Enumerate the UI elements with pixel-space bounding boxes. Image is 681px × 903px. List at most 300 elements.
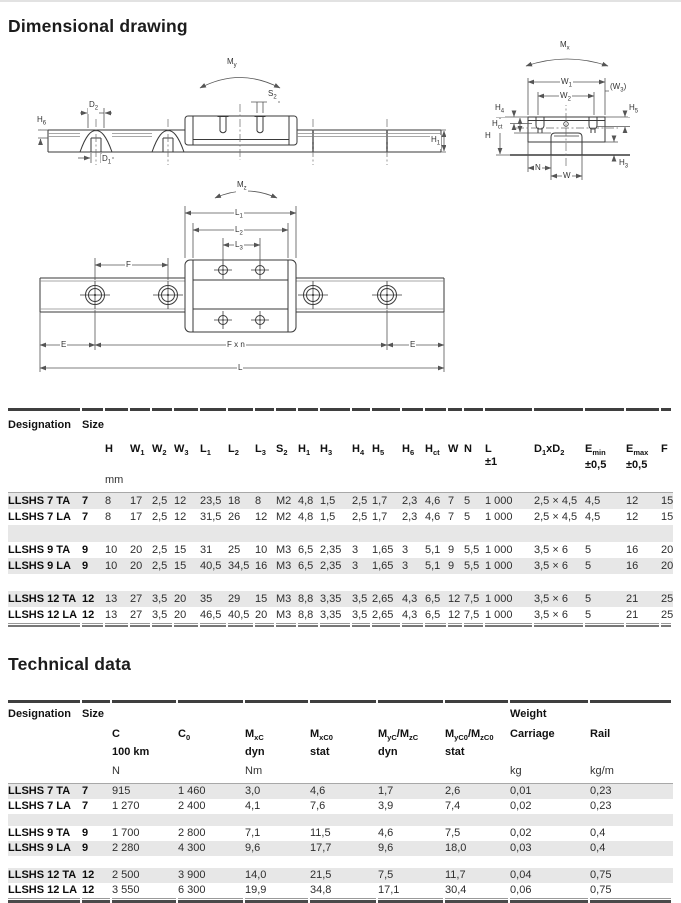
value-cell: 7,1 <box>245 827 261 839</box>
value-cell: 29 <box>228 593 241 606</box>
table-row <box>8 799 673 814</box>
value-cell: 40,5 <box>200 560 222 573</box>
value-cell: 30,4 <box>445 884 467 896</box>
value-cell: 0,23 <box>590 800 612 812</box>
designation-cell: LLSHS 7 TA <box>8 785 71 797</box>
dim-label-h: H <box>485 131 491 140</box>
value-cell: 0,06 <box>510 884 532 896</box>
empty-header-cell <box>82 443 105 472</box>
dim-label-h6: $H_6$ <box>37 115 47 127</box>
empty-header-cell <box>8 443 82 472</box>
size-cell: 9 <box>82 827 89 839</box>
dim-label-l3: $L_3$ <box>235 240 243 252</box>
technical-table-body <box>8 784 673 899</box>
value-cell: 3 <box>402 560 409 573</box>
value-cell: M2 <box>276 495 292 508</box>
table-row <box>8 868 673 883</box>
value-cell: 0,02 <box>510 800 532 812</box>
column-header: $H_5$ <box>372 443 385 458</box>
value-cell: 35 <box>200 593 213 606</box>
value-cell: 3,35 <box>320 609 342 622</box>
size-cell: 12 <box>82 884 95 896</box>
table-row <box>8 493 673 510</box>
dim-label-w3: $(W_3)$ <box>610 82 627 94</box>
value-cell: 20 <box>661 560 674 573</box>
value-cell: 3,35 <box>320 593 342 606</box>
table-header-row <box>8 411 673 443</box>
value-cell: 7,5 <box>464 609 480 622</box>
value-cell: 12 <box>174 511 187 524</box>
value-cell: 7 <box>448 495 455 508</box>
value-cell: 1,7 <box>378 785 394 797</box>
cross-section-drawing <box>468 40 678 198</box>
column-header <box>378 763 445 784</box>
value-cell: 2,5 <box>352 495 368 508</box>
column-header: $M_{yC0}/M_{zC0}$ <box>445 728 494 743</box>
value-cell: 7,6 <box>310 800 326 812</box>
value-cell: 1 460 <box>178 785 206 797</box>
value-cell: 5 <box>585 609 592 622</box>
value-cell: 2 280 <box>112 842 140 854</box>
value-cell: 16 <box>255 560 268 573</box>
size-header-label: Size <box>82 708 105 720</box>
value-cell: 0,03 <box>510 842 532 854</box>
unit-header-row <box>8 472 673 493</box>
size-header <box>82 411 673 443</box>
column-header: $L_2$ <box>228 443 239 458</box>
size-cell: 7 <box>82 511 89 524</box>
value-cell: 1,65 <box>372 560 394 573</box>
value-cell: 2,3 <box>402 495 418 508</box>
weight-group-header <box>510 703 673 728</box>
value-cell: 20 <box>661 544 674 557</box>
value-cell: 12 <box>626 495 639 508</box>
value-cell: 25 <box>661 593 674 606</box>
value-cell: 4,6 <box>425 495 441 508</box>
value-cell: 2 500 <box>112 869 140 881</box>
size-cell: 12 <box>82 593 95 606</box>
dim-label-h4: $H_4$ <box>495 103 505 115</box>
value-cell: 5,1 <box>425 544 441 557</box>
dim-label-l: L <box>238 363 243 372</box>
column-header: N <box>464 443 472 455</box>
value-cell: 0,75 <box>590 884 612 896</box>
value-cell: 15 <box>255 593 268 606</box>
value-cell: 12 <box>448 593 461 606</box>
side-view-svg <box>36 57 446 172</box>
value-cell: 34,8 <box>310 884 332 896</box>
column-header <box>310 763 378 784</box>
value-cell: 12 <box>255 511 268 524</box>
size-header <box>82 703 510 728</box>
value-cell: 17,1 <box>378 884 400 896</box>
dim-label-e-left: E <box>61 340 67 349</box>
designation-cell: LLSHS 7 TA <box>8 495 71 508</box>
value-cell: 0,02 <box>510 827 532 839</box>
column-header: $W_1$ <box>130 443 145 458</box>
column-header: $W_3$ <box>174 443 189 458</box>
value-cell: 1,5 <box>320 511 336 524</box>
value-cell: 5 <box>585 544 592 557</box>
value-cell: 3,5 × 6 <box>534 593 568 606</box>
designation-cell: LLSHS 7 LA <box>8 800 71 812</box>
value-cell: 27 <box>130 593 143 606</box>
weight-header-label: Weight <box>510 708 547 720</box>
value-cell: 2,5 × 4,5 <box>534 511 578 524</box>
column-header: stat <box>310 746 330 758</box>
empty-header-cell <box>82 728 112 746</box>
dim-label-l1: $L_1$ <box>235 208 243 220</box>
column-header: $M_{xC}$ <box>245 728 264 743</box>
value-cell: 18 <box>228 495 241 508</box>
value-cell: 16 <box>626 544 639 557</box>
size-cell: 7 <box>82 800 89 812</box>
value-cell: 1,7 <box>372 511 388 524</box>
value-cell: 13 <box>105 609 118 622</box>
value-cell: 31,5 <box>200 511 222 524</box>
designation-cell: LLSHS 12 TA <box>8 869 77 881</box>
value-cell: 2,5 <box>152 544 168 557</box>
column-header <box>590 746 673 763</box>
dim-label-h3: $H_3$ <box>619 158 629 170</box>
size-cell: 12 <box>82 869 95 881</box>
table-bottom-rule <box>8 625 673 627</box>
designation-header <box>8 703 82 728</box>
designation-cell: LLSHS 9 LA <box>8 842 71 854</box>
spacer-cell <box>8 856 673 868</box>
column-header: $H_3$ <box>320 443 333 458</box>
value-cell: 9,6 <box>378 842 394 854</box>
value-cell: M3 <box>276 544 292 557</box>
column-header: $D_1xD_2$ <box>534 443 565 458</box>
value-cell: 12 <box>448 609 461 622</box>
size-cell: 9 <box>82 560 89 573</box>
dim-label-l2: $L_2$ <box>235 225 243 237</box>
value-cell: 18,0 <box>445 842 467 854</box>
dim-label-e-right: E <box>410 340 416 349</box>
value-cell: 10 <box>105 544 118 557</box>
designation-header-label: Designation <box>8 419 71 431</box>
value-cell: 7,5 <box>445 827 461 839</box>
column-header: $M_{yC}/M_{zC}$ <box>378 728 419 743</box>
spacer-row <box>8 525 673 542</box>
value-cell: 15 <box>174 560 187 573</box>
column-header: $H_4$ <box>352 443 365 458</box>
value-cell: 1,7 <box>372 495 388 508</box>
unit-header-row <box>8 763 673 784</box>
size-cell: 9 <box>82 842 89 854</box>
column-header: H <box>105 443 113 455</box>
designation-cell: LLSHS 12 LA <box>8 884 78 896</box>
value-cell: 1 000 <box>485 560 513 573</box>
value-cell: 1 000 <box>485 511 513 524</box>
column-header: $L_1$ <box>200 443 211 458</box>
value-cell: 4,6 <box>378 827 394 839</box>
column-header <box>510 746 590 763</box>
designation-cell: LLSHS 9 LA <box>8 560 71 573</box>
column-header: L ±1 <box>485 443 498 468</box>
empty-header-cell <box>82 746 112 763</box>
value-cell: 25 <box>228 544 241 557</box>
table-row <box>8 509 673 525</box>
value-cell: 5 <box>585 560 592 573</box>
value-cell: 3,5 <box>152 609 168 622</box>
value-cell: 6,5 <box>298 560 314 573</box>
value-cell: 23,5 <box>200 495 222 508</box>
table-row <box>8 542 673 558</box>
value-cell: 3,5 <box>352 609 368 622</box>
value-cell: 1 000 <box>485 495 513 508</box>
value-cell: 11,5 <box>310 827 331 839</box>
column-header: stat <box>445 746 465 758</box>
dim-label-f: F <box>126 260 131 269</box>
value-cell: 9 <box>448 544 455 557</box>
dim-label-n: N <box>535 163 541 172</box>
value-cell: 1 000 <box>485 609 513 622</box>
value-cell: 8 <box>255 495 262 508</box>
size-header-label: Size <box>82 419 105 431</box>
value-cell: 17 <box>130 511 143 524</box>
value-cell: 21 <box>626 593 639 606</box>
value-cell: 46,5 <box>200 609 222 622</box>
value-cell: 6,5 <box>425 593 441 606</box>
table-row <box>8 826 673 841</box>
technical-data-table <box>8 700 673 903</box>
value-cell: 15 <box>174 544 187 557</box>
column-header: dyn <box>245 746 265 758</box>
value-cell: 3,0 <box>245 785 261 797</box>
value-cell: 12 <box>174 495 187 508</box>
value-cell: 2,35 <box>320 560 342 573</box>
value-cell: 3 900 <box>178 869 206 881</box>
dyn-stat-header-row <box>8 746 673 763</box>
dim-label-fxn: F x n <box>227 340 245 349</box>
size-cell: 7 <box>82 785 89 797</box>
dim-label-mx: $M_x$ <box>560 40 570 52</box>
value-cell: 0,4 <box>590 842 606 854</box>
designation-cell: LLSHS 9 TA <box>8 827 71 839</box>
value-cell: 915 <box>112 785 131 797</box>
designation-cell: LLSHS 7 LA <box>8 511 71 524</box>
value-cell: 20 <box>174 609 187 622</box>
column-header <box>445 763 510 784</box>
column-header: $L_3$ <box>255 443 266 458</box>
column-header: N <box>112 763 178 784</box>
empty-header-cell <box>8 472 82 493</box>
value-cell: 20 <box>255 609 268 622</box>
value-cell: 7,5 <box>464 593 480 606</box>
value-cell: 10 <box>255 544 268 557</box>
value-cell: 3 <box>402 544 409 557</box>
column-header: W <box>448 443 459 455</box>
dim-label-my: $M_y$ <box>227 57 237 69</box>
empty-header-cell <box>82 763 112 784</box>
unit-header-cell <box>105 472 673 493</box>
value-cell: 4 300 <box>178 842 206 854</box>
value-cell: 7,5 <box>378 869 394 881</box>
value-cell: 5 <box>464 495 471 508</box>
value-cell: 8,8 <box>298 593 314 606</box>
spacer-cell <box>8 574 673 591</box>
designation-cell: LLSHS 12 TA <box>8 593 77 606</box>
empty-header-cell <box>8 746 82 763</box>
column-header: $M_{xC0}$ <box>310 728 333 743</box>
table-row <box>8 558 673 574</box>
value-cell: 3,5 × 6 <box>534 609 568 622</box>
value-cell: 2,6 <box>445 785 461 797</box>
value-cell: 1 000 <box>485 544 513 557</box>
value-cell: 21,5 <box>310 869 332 881</box>
value-cell: 31 <box>200 544 213 557</box>
value-cell: 21 <box>626 609 639 622</box>
value-cell: 3,5 <box>152 593 168 606</box>
value-cell: 8 <box>105 495 112 508</box>
value-cell: 6 300 <box>178 884 206 896</box>
value-cell: 2 800 <box>178 827 206 839</box>
value-cell: 4,3 <box>402 609 418 622</box>
value-cell: 2,65 <box>372 593 394 606</box>
symbol-header-row <box>8 728 673 746</box>
column-header: $S_2$ <box>276 443 288 458</box>
value-cell: 1 270 <box>112 800 140 812</box>
column-header: F <box>661 443 668 455</box>
column-header: Rail <box>590 728 611 740</box>
value-cell: 6,5 <box>425 609 441 622</box>
empty-header-cell <box>82 472 105 493</box>
empty-header-cell <box>8 728 82 746</box>
designation-cell: LLSHS 9 TA <box>8 544 71 557</box>
value-cell: 40,5 <box>228 609 250 622</box>
value-cell: 4,3 <box>402 593 418 606</box>
value-cell: 5 <box>464 511 471 524</box>
value-cell: 3 <box>352 544 359 557</box>
value-cell: 4,5 <box>585 495 601 508</box>
value-cell: 4,8 <box>298 511 314 524</box>
top-view-drawing <box>36 180 448 380</box>
technical-table-grid <box>8 703 673 898</box>
column-header: Carriage <box>510 728 555 740</box>
size-cell: 12 <box>82 609 95 622</box>
value-cell: 0,23 <box>590 785 612 797</box>
empty-header-cell <box>8 763 82 784</box>
size-cell: 7 <box>82 495 89 508</box>
column-header: 100 km <box>112 746 150 758</box>
value-cell: 15 <box>661 511 674 524</box>
value-cell: 2,5 <box>152 511 168 524</box>
value-cell: 2,5 <box>352 511 368 524</box>
value-cell: 0,4 <box>590 827 606 839</box>
designation-cell: LLSHS 12 LA <box>8 609 78 622</box>
dim-label-hct: $H_{ct}$ <box>492 119 503 131</box>
dim-label-d2: $D_2$ <box>89 100 99 112</box>
value-cell: 20 <box>130 560 143 573</box>
side-view-drawing <box>36 57 446 172</box>
value-cell: 25 <box>661 609 674 622</box>
column-header: dyn <box>378 746 398 758</box>
spacer-cell <box>8 814 673 826</box>
value-cell: 34,5 <box>228 560 250 573</box>
spacer-row <box>8 856 673 868</box>
value-cell: 8,8 <box>298 609 314 622</box>
value-cell: M3 <box>276 609 292 622</box>
value-cell: 5 <box>585 593 592 606</box>
value-cell: 3,5 × 6 <box>534 560 568 573</box>
value-cell: 11,7 <box>445 869 466 881</box>
spacer-cell <box>8 525 673 542</box>
value-cell: 2,65 <box>372 609 394 622</box>
spacer-row <box>8 574 673 591</box>
value-cell: 9,6 <box>245 842 261 854</box>
table-header-row <box>8 703 673 728</box>
value-cell: 1 000 <box>485 593 513 606</box>
value-cell: 1 700 <box>112 827 140 839</box>
value-cell: 3,9 <box>378 800 394 812</box>
column-header: $C_0$ <box>178 728 191 743</box>
page-title: Dimensional drawing <box>8 16 188 36</box>
value-cell: 15 <box>661 495 674 508</box>
table-row <box>8 784 673 800</box>
value-cell: 4,6 <box>310 785 326 797</box>
value-cell: 17,7 <box>310 842 332 854</box>
table-row <box>8 883 673 898</box>
value-cell: 7 <box>448 511 455 524</box>
value-cell: 4,1 <box>245 800 261 812</box>
value-cell: 5,5 <box>464 560 480 573</box>
column-header: $H_6$ <box>402 443 415 458</box>
column-header: $W_2$ <box>152 443 167 458</box>
value-cell: 3 <box>352 560 359 573</box>
value-cell: 16 <box>626 560 639 573</box>
column-header: kg <box>510 763 590 784</box>
value-cell: 5,5 <box>464 544 480 557</box>
value-cell: 4,6 <box>425 511 441 524</box>
column-header: C <box>112 728 120 740</box>
column-header: $E_{min}$ ±0,5 <box>585 443 607 472</box>
dim-label-mz: $M_z$ <box>237 180 247 192</box>
dim-label-s2: $S_2$ <box>268 89 277 101</box>
dimensions-table-grid <box>8 411 673 623</box>
dimensions-table <box>8 408 673 627</box>
value-cell: 5,1 <box>425 560 441 573</box>
dim-label-w: W <box>563 171 571 180</box>
value-cell: 1,5 <box>320 495 336 508</box>
symbol-header-row <box>8 443 673 472</box>
value-cell: 4,8 <box>298 495 314 508</box>
page-top-rule <box>0 0 681 2</box>
table-row <box>8 841 673 856</box>
value-cell: M3 <box>276 560 292 573</box>
value-cell: 1,65 <box>372 544 394 557</box>
value-cell: 14,0 <box>245 869 267 881</box>
value-cell: 2,3 <box>402 511 418 524</box>
column-header: kg/m <box>590 763 673 784</box>
value-cell: 19,9 <box>245 884 267 896</box>
size-cell: 9 <box>82 544 89 557</box>
value-cell: 2,35 <box>320 544 342 557</box>
value-cell: 20 <box>130 544 143 557</box>
value-cell: M2 <box>276 511 292 524</box>
value-cell: 6,5 <box>298 544 314 557</box>
value-cell: 3,5 × 6 <box>534 544 568 557</box>
value-cell: 3,5 <box>352 593 368 606</box>
value-cell: 12 <box>626 511 639 524</box>
column-header: $E_{max}$ ±0,5 <box>626 443 649 472</box>
dim-label-w2: $W_2$ <box>560 91 571 103</box>
section-title: Technical data <box>8 654 132 674</box>
column-header <box>178 746 245 763</box>
value-cell: 27 <box>130 609 143 622</box>
value-cell: 0,01 <box>510 785 532 797</box>
